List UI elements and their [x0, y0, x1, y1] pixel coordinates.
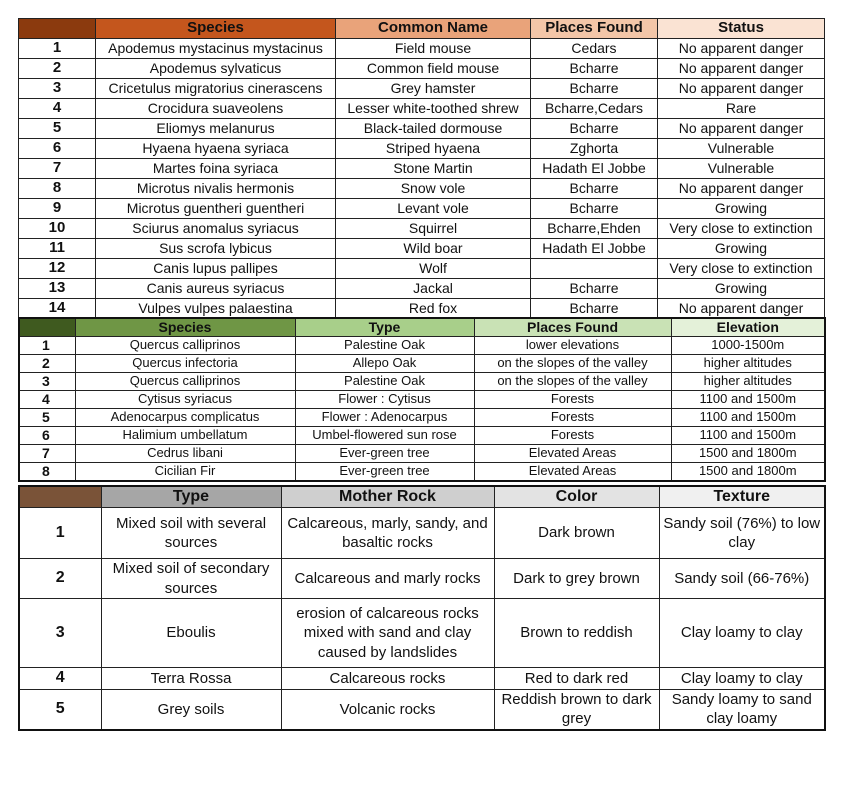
- animals-cell-species: Microtus guentheri guentheri: [96, 199, 336, 219]
- plants-cell-species: Cedrus libani: [75, 445, 295, 463]
- animals-cell-species: Eliomys melanurus: [96, 119, 336, 139]
- soils-header-row: [19, 486, 825, 508]
- plants-cell-places-found: lower elevations: [474, 337, 671, 355]
- soils-header-color: Color: [494, 486, 659, 508]
- animals-cell-places-found: Bcharre: [531, 279, 658, 299]
- animals-cell-places-found: Hadath El Jobbe: [531, 239, 658, 259]
- soils-row: [19, 689, 825, 730]
- soils-table: [18, 485, 826, 731]
- animals-cell-species: Crocidura suaveolens: [96, 99, 336, 119]
- plants-cell-number: 2: [19, 355, 75, 373]
- animals-cell-places-found: Bcharre: [531, 59, 658, 79]
- animals-cell-places-found: Bcharre: [531, 179, 658, 199]
- soils-cell-number: 2: [19, 559, 101, 599]
- soils-cell-mother-rock: Calcareous, marly, sandy, and basaltic rocks: [281, 508, 494, 559]
- animals-row: [19, 179, 825, 199]
- animals-cell-number: 8: [19, 179, 96, 199]
- animals-cell-common-name: Field mouse: [336, 39, 531, 59]
- animals-cell-places-found: Cedars: [531, 39, 658, 59]
- soils-cell-color: Reddish brown to dark grey: [494, 689, 659, 730]
- animals-cell-common-name: Grey hamster: [336, 79, 531, 99]
- animals-cell-number: 5: [19, 119, 96, 139]
- plants-cell-places-found: on the slopes of the valley: [474, 373, 671, 391]
- soils-row: [19, 668, 825, 690]
- animals-row: [19, 199, 825, 219]
- plants-row: [19, 373, 825, 391]
- animals-cell-status: No apparent danger: [658, 59, 825, 79]
- soils-cell-type: Terra Rossa: [101, 668, 281, 690]
- soils-cell-mother-rock: Calcareous and marly rocks: [281, 559, 494, 599]
- plants-cell-type: Flower : Cytisus: [295, 391, 474, 409]
- animals-cell-status: Vulnerable: [658, 159, 825, 179]
- plants-cell-places-found: Forests: [474, 427, 671, 445]
- animals-cell-status: No apparent danger: [658, 179, 825, 199]
- plants-row: [19, 427, 825, 445]
- animals-cell-common-name: Red fox: [336, 299, 531, 319]
- animals-cell-places-found: Bcharre: [531, 119, 658, 139]
- plants-cell-number: 8: [19, 463, 75, 482]
- animals-cell-common-name: Wild boar: [336, 239, 531, 259]
- animals-cell-common-name: Lesser white-toothed shrew: [336, 99, 531, 119]
- soils-row: [19, 599, 825, 668]
- animals-cell-number: 9: [19, 199, 96, 219]
- plants-cell-elevation: 1100 and 1500m: [671, 391, 825, 409]
- plants-cell-places-found: Forests: [474, 409, 671, 427]
- plants-header-row: [19, 318, 825, 337]
- animals-cell-species: Cricetulus migratorius cinerascens: [96, 79, 336, 99]
- animals-cell-places-found: Bcharre,Cedars: [531, 99, 658, 119]
- animals-cell-status: No apparent danger: [658, 299, 825, 319]
- animals-cell-places-found: Hadath El Jobbe: [531, 159, 658, 179]
- animals-cell-number: 4: [19, 99, 96, 119]
- animals-header-species: Species: [96, 19, 336, 39]
- soils-cell-type: Mixed soil of secondary sources: [101, 559, 281, 599]
- animals-cell-places-found: [531, 259, 658, 279]
- plants-cell-elevation: 1100 and 1500m: [671, 409, 825, 427]
- soils-cell-number: 5: [19, 689, 101, 730]
- animals-cell-species: Vulpes vulpes palaestina: [96, 299, 336, 319]
- animals-cell-number: 14: [19, 299, 96, 319]
- plants-cell-species: Quercus calliprinos: [75, 337, 295, 355]
- soils-cell-type: Eboulis: [101, 599, 281, 668]
- animals-cell-places-found: Bcharre: [531, 299, 658, 319]
- plants-cell-type: Umbel-flowered sun rose: [295, 427, 474, 445]
- plants-cell-places-found: on the slopes of the valley: [474, 355, 671, 373]
- animals-cell-status: Rare: [658, 99, 825, 119]
- soils-cell-type: Mixed soil with several sources: [101, 508, 281, 559]
- animals-cell-common-name: Jackal: [336, 279, 531, 299]
- plants-cell-type: Flower : Adenocarpus: [295, 409, 474, 427]
- plants-row: [19, 409, 825, 427]
- animals-cell-status: Growing: [658, 279, 825, 299]
- animals-cell-places-found: Zghorta: [531, 139, 658, 159]
- plants-cell-type: Palestine Oak: [295, 337, 474, 355]
- animals-cell-number: 10: [19, 219, 96, 239]
- animals-cell-places-found: Bcharre: [531, 199, 658, 219]
- animals-cell-common-name: Snow vole: [336, 179, 531, 199]
- soils-row: [19, 508, 825, 559]
- animals-row: [19, 99, 825, 119]
- animals-cell-species: Canis lupus pallipes: [96, 259, 336, 279]
- animals-cell-common-name: Squirrel: [336, 219, 531, 239]
- animals-cell-species: Sus scrofa lybicus: [96, 239, 336, 259]
- soils-cell-mother-rock: Volcanic rocks: [281, 689, 494, 730]
- soils-cell-number: 4: [19, 668, 101, 690]
- soils-cell-number: 3: [19, 599, 101, 668]
- animals-cell-common-name: Stone Martin: [336, 159, 531, 179]
- animals-cell-status: No apparent danger: [658, 39, 825, 59]
- animals-cell-common-name: Common field mouse: [336, 59, 531, 79]
- plants-row: [19, 445, 825, 463]
- animals-row: [19, 139, 825, 159]
- animals-row: [19, 79, 825, 99]
- plants-cell-type: Ever-green tree: [295, 463, 474, 482]
- plants-cell-number: 3: [19, 373, 75, 391]
- animals-row: [19, 39, 825, 59]
- plants-cell-type: Allepo Oak: [295, 355, 474, 373]
- animals-cell-number: 3: [19, 79, 96, 99]
- plants-cell-elevation: 1100 and 1500m: [671, 427, 825, 445]
- animals-cell-status: Growing: [658, 199, 825, 219]
- animals-cell-species: Sciurus anomalus syriacus: [96, 219, 336, 239]
- plants-header-species: Species: [75, 318, 295, 337]
- animals-cell-number: 1: [19, 39, 96, 59]
- soils-cell-color: Dark brown: [494, 508, 659, 559]
- animals-table: [18, 18, 825, 319]
- soils-cell-color: Brown to reddish: [494, 599, 659, 668]
- plants-cell-number: 7: [19, 445, 75, 463]
- soils-header-texture: Texture: [659, 486, 825, 508]
- animals-cell-status: No apparent danger: [658, 119, 825, 139]
- plants-row: [19, 463, 825, 482]
- plants-row: [19, 355, 825, 373]
- animals-cell-common-name: Striped hyaena: [336, 139, 531, 159]
- soils-cell-texture: Sandy soil (66-76%): [659, 559, 825, 599]
- soils-cell-type: Grey soils: [101, 689, 281, 730]
- animals-cell-species: Canis aureus syriacus: [96, 279, 336, 299]
- plants-cell-number: 1: [19, 337, 75, 355]
- animals-cell-common-name: Black-tailed dormouse: [336, 119, 531, 139]
- animals-cell-status: Very close to extinction: [658, 259, 825, 279]
- animals-cell-common-name: Wolf: [336, 259, 531, 279]
- plants-row: [19, 391, 825, 409]
- plants-header-type: Type: [295, 318, 474, 337]
- animals-cell-places-found: Bcharre: [531, 79, 658, 99]
- plants-cell-places-found: Elevated Areas: [474, 445, 671, 463]
- animals-cell-species: Apodemus sylvaticus: [96, 59, 336, 79]
- plants-cell-type: Palestine Oak: [295, 373, 474, 391]
- soils-cell-texture: Clay loamy to clay: [659, 599, 825, 668]
- animals-cell-status: Vulnerable: [658, 139, 825, 159]
- animals-cell-species: Martes foina syriaca: [96, 159, 336, 179]
- animals-row: [19, 259, 825, 279]
- animals-cell-places-found: Bcharre,Ehden: [531, 219, 658, 239]
- plants-cell-places-found: Forests: [474, 391, 671, 409]
- plants-header-elevation: Elevation: [671, 318, 825, 337]
- animals-header-status: Status: [658, 19, 825, 39]
- animals-cell-common-name: Levant vole: [336, 199, 531, 219]
- plants-cell-species: Quercus calliprinos: [75, 373, 295, 391]
- plants-cell-species: Cicilian Fir: [75, 463, 295, 482]
- soils-cell-color: Dark to grey brown: [494, 559, 659, 599]
- soils-header-type: Type: [101, 486, 281, 508]
- animals-cell-species: Microtus nivalis hermonis: [96, 179, 336, 199]
- animals-cell-number: 12: [19, 259, 96, 279]
- plants-cell-number: 5: [19, 409, 75, 427]
- animals-cell-number: 6: [19, 139, 96, 159]
- soils-cell-texture: Clay loamy to clay: [659, 668, 825, 690]
- animals-cell-status: No apparent danger: [658, 79, 825, 99]
- animals-header-row: [19, 19, 825, 39]
- animals-cell-species: Hyaena hyaena syriaca: [96, 139, 336, 159]
- plants-header-number: [19, 318, 75, 337]
- soils-row: [19, 559, 825, 599]
- plants-cell-elevation: higher altitudes: [671, 355, 825, 373]
- plants-cell-species: Cytisus syriacus: [75, 391, 295, 409]
- animals-cell-status: Growing: [658, 239, 825, 259]
- animals-cell-number: 11: [19, 239, 96, 259]
- plants-cell-elevation: 1500 and 1800m: [671, 445, 825, 463]
- animals-cell-status: Very close to extinction: [658, 219, 825, 239]
- animals-cell-number: 2: [19, 59, 96, 79]
- soils-cell-number: 1: [19, 508, 101, 559]
- animals-row: [19, 299, 825, 319]
- animals-row: [19, 119, 825, 139]
- animals-row: [19, 59, 825, 79]
- animals-row: [19, 219, 825, 239]
- plants-cell-elevation: 1000-1500m: [671, 337, 825, 355]
- plants-cell-number: 4: [19, 391, 75, 409]
- animals-cell-species: Apodemus mystacinus mystacinus: [96, 39, 336, 59]
- soils-cell-mother-rock: Calcareous rocks: [281, 668, 494, 690]
- animals-row: [19, 239, 825, 259]
- plants-cell-species: Halimium umbellatum: [75, 427, 295, 445]
- soils-cell-texture: Sandy loamy to sand clay loamy: [659, 689, 825, 730]
- soils-cell-mother-rock: erosion of calcareous rocks mixed with sand and clay caused by landslides: [281, 599, 494, 668]
- plants-cell-places-found: Elevated Areas: [474, 463, 671, 482]
- soils-header-mother-rock: Mother Rock: [281, 486, 494, 508]
- animals-row: [19, 279, 825, 299]
- plants-row: [19, 337, 825, 355]
- plants-cell-elevation: 1500 and 1800m: [671, 463, 825, 482]
- soils-cell-color: Red to dark red: [494, 668, 659, 690]
- plants-cell-type: Ever-green tree: [295, 445, 474, 463]
- animals-cell-number: 7: [19, 159, 96, 179]
- plants-cell-species: Quercus infectoria: [75, 355, 295, 373]
- plants-header-places-found: Places Found: [474, 318, 671, 337]
- animals-header-places-found: Places Found: [531, 19, 658, 39]
- plants-cell-elevation: higher altitudes: [671, 373, 825, 391]
- soils-cell-texture: Sandy soil (76%) to low clay: [659, 508, 825, 559]
- plants-cell-species: Adenocarpus complicatus: [75, 409, 295, 427]
- plants-table: [18, 317, 826, 482]
- animals-header-common-name: Common Name: [336, 19, 531, 39]
- plants-cell-number: 6: [19, 427, 75, 445]
- animals-row: [19, 159, 825, 179]
- animals-header-number: [19, 19, 96, 39]
- soils-header-number: [19, 486, 101, 508]
- animals-cell-number: 13: [19, 279, 96, 299]
